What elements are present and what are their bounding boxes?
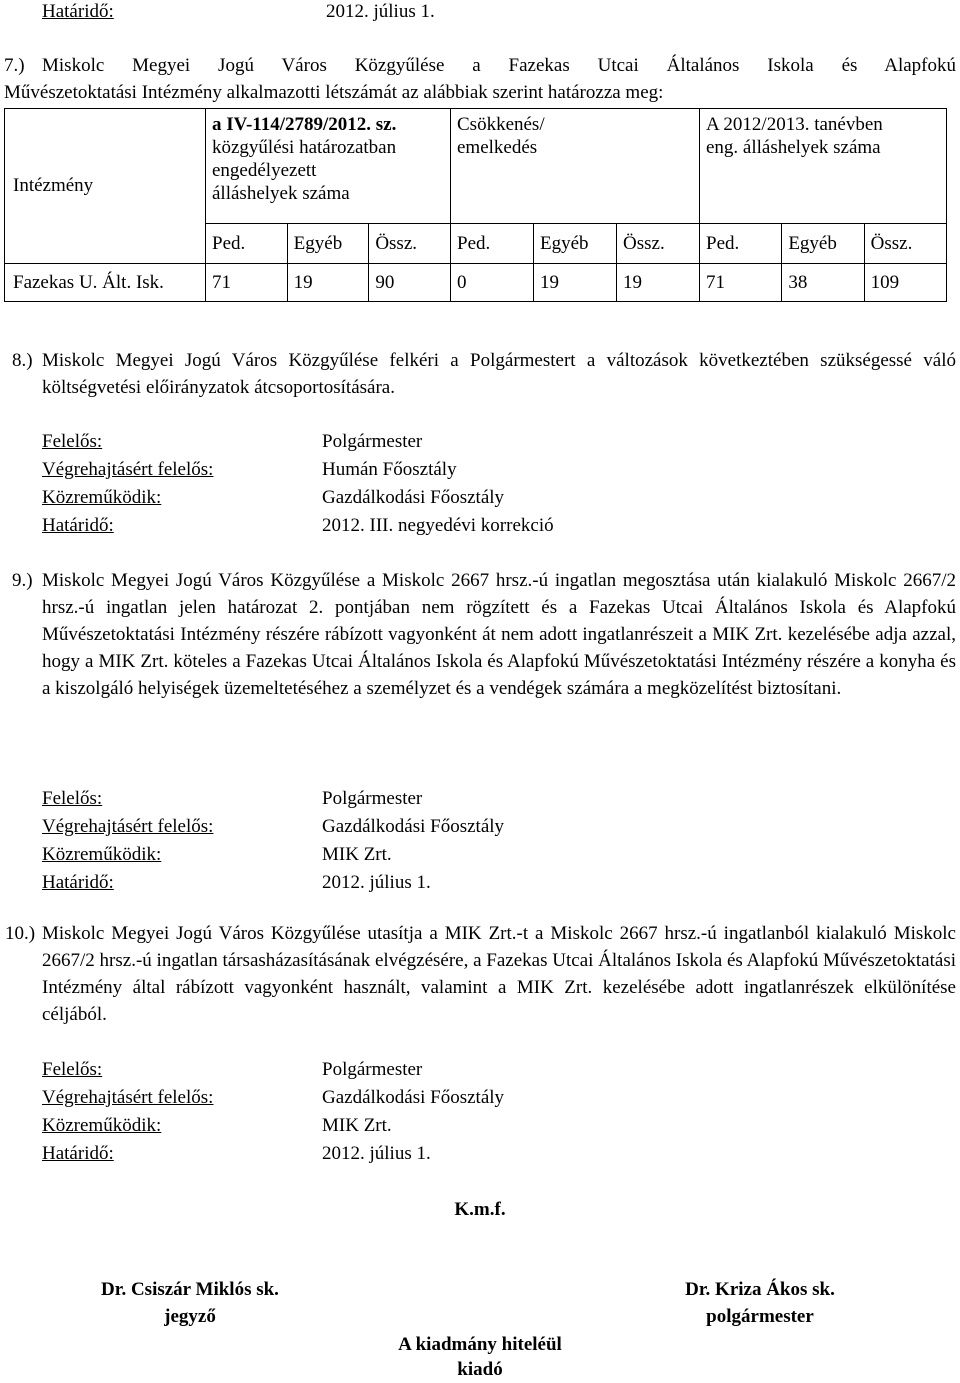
approved-header-line2: közgyűlési határozatban — [212, 137, 397, 158]
resp-value: 2012. III. negyedévi korrekció — [322, 515, 554, 536]
resp-label: Felelős: — [42, 431, 103, 452]
certified-line1: A kiadmány hiteléül — [398, 1334, 562, 1355]
resp-value: MIK Zrt. — [322, 1115, 392, 1136]
resp-value: 2012. július 1. — [322, 1143, 431, 1164]
approved-positions-header — [206, 109, 451, 224]
sub-header-ped: Ped. — [451, 224, 534, 264]
cell-value: 90 — [369, 264, 451, 302]
resp-label: Közreműködik: — [42, 1115, 162, 1136]
item9-text: Miskolc Megyei Jogú Város Közgyűlése a Miskolc 2667 hrsz.-ú ingatlan megosztása után kialakuló Miskolc 2667/2 hrsz.-ú ingatlan jelen határozat 2. pontjában nem rögzített és a Fazekas Utcai Általános Iskola és Alapfokú Művészetoktatási Intézmény részére rábízott vagyonként át nem adott ingatlanrészeit a MIK Zrt. kezelésébe adja azzal, hogy a MIK Zrt. köteles a Fazekas Utcai Általános Iskola és Alapfokú Művészetoktatási Intézmény részére a konyha és a kiszolgáló helyiségek üzemeltetéséhez a személyzet és a vendégek számára a megközelítést biztosítani. — [42, 570, 956, 699]
item7-number: 7.) — [4, 55, 25, 76]
left-signatory-title: jegyző — [164, 1306, 216, 1327]
cell-value: 109 — [864, 264, 946, 302]
item10-paragraph — [5, 920, 956, 1028]
staffing-table — [4, 108, 947, 302]
new-positions-header — [700, 109, 947, 224]
left-signatory-name: Dr. Csiszár Miklós sk. — [101, 1279, 279, 1300]
item8-number: 8.) — [12, 350, 33, 371]
sub-header-egyeb: Egyéb — [534, 224, 617, 264]
item9-number: 9.) — [12, 570, 33, 591]
resp-value: Polgármester — [322, 431, 423, 452]
item10-number: 10.) — [5, 923, 36, 944]
item10-text: Miskolc Megyei Jogú Város Közgyűlése utasítja a MIK Zrt.-t a Miskolc 2667 hrsz.-ú ingatlanból kialakuló Miskolc 2667/2 hrsz.-ú ingatlan társasházasításának elvégzésére, a Fazekas Utcai Általános Iskola és Alapfokú Művészetoktatási Intézmény által rábízott vagyonként használt, valamint a MIK Zrt. kezelésébe adott ingatlanrészek elkülönítése céljából. — [42, 923, 956, 1025]
kmf-label: K.m.f. — [454, 1199, 506, 1220]
resp-value: MIK Zrt. — [322, 844, 392, 865]
item8-text: Miskolc Megyei Jogú Város Közgyűlése felkéri a Polgármestert a változások következtében szükségessé váló költségvetési előirányzatok átcsoportosítására. — [42, 350, 956, 398]
change-header-line1: Csökkenés/ — [457, 114, 545, 135]
institution-header-cell — [5, 109, 206, 264]
resp-label: Közreműködik: — [42, 844, 162, 865]
approved-header-line4: álláshelyek száma — [212, 183, 350, 204]
resp-label: Végrehajtásért felelős: — [42, 816, 214, 837]
cell-value: 38 — [782, 264, 864, 302]
cell-value: 19 — [617, 264, 700, 302]
top-deadline-value: 2012. július 1. — [326, 1, 435, 22]
cell-value: 19 — [287, 264, 369, 302]
resp-label: Végrehajtásért felelős: — [42, 1087, 214, 1108]
cell-value: 71 — [206, 264, 288, 302]
resp-label: Határidő: — [42, 872, 114, 893]
approved-header-line1: a IV-114/2789/2012. sz. — [212, 114, 397, 135]
resp-value: Humán Főosztály — [322, 459, 457, 480]
new-header-line2: eng. álláshelyek száma — [706, 137, 881, 158]
cell-value: 0 — [451, 264, 534, 302]
resp-label: Határidő: — [42, 515, 114, 536]
sub-header-egyeb: Egyéb — [782, 224, 864, 264]
approved-header-line3: engedélyezett — [212, 160, 317, 181]
change-header-line2: emelkedés — [457, 137, 538, 158]
item7-line2: Művészetoktatási Intézmény alkalmazotti létszámát az alábbiak szerint határozza meg: — [4, 82, 664, 103]
certified-line2: kiadó — [457, 1359, 503, 1380]
item8-paragraph — [12, 347, 956, 401]
resp-label: Végrehajtásért felelős: — [42, 459, 214, 480]
sub-header-ossz: Össz. — [369, 224, 451, 264]
sub-header-ossz: Össz. — [617, 224, 700, 264]
resp-value: Gazdálkodási Főosztály — [322, 487, 505, 508]
right-signatory-name: Dr. Kriza Ákos sk. — [685, 1279, 835, 1300]
right-signatory-title: polgármester — [706, 1306, 814, 1327]
table-row — [5, 264, 947, 302]
resp-value: Gazdálkodási Főosztály — [322, 816, 505, 837]
cell-value: 19 — [534, 264, 617, 302]
resp-label: Határidő: — [42, 1143, 114, 1164]
resp-value: Polgármester — [322, 1059, 423, 1080]
sub-header-egyeb: Egyéb — [287, 224, 369, 264]
resp-value: Polgármester — [322, 788, 423, 809]
row-institution-name: Fazekas U. Ált. Isk. — [5, 264, 206, 302]
resp-value: Gazdálkodási Főosztály — [322, 1087, 505, 1108]
sub-header-ossz: Össz. — [864, 224, 946, 264]
item9-paragraph — [12, 567, 956, 702]
new-header-line1: A 2012/2013. tanévben — [706, 114, 883, 135]
resp-label: Közreműködik: — [42, 487, 162, 508]
sub-header-ped: Ped. — [700, 224, 782, 264]
institution-header: Intézmény — [13, 175, 94, 196]
resp-label: Felelős: — [42, 1059, 103, 1080]
resp-value: 2012. július 1. — [322, 872, 431, 893]
sub-header-ped: Ped. — [206, 224, 288, 264]
resp-label: Felelős: — [42, 788, 103, 809]
change-header — [451, 109, 700, 224]
item7-line1: Miskolc Megyei Jogú Város Közgyűlése a Fazekas Utcai Általános Iskola és Alapfokú — [42, 55, 956, 76]
cell-value: 71 — [700, 264, 782, 302]
top-deadline-label: Határidő: — [42, 1, 114, 22]
